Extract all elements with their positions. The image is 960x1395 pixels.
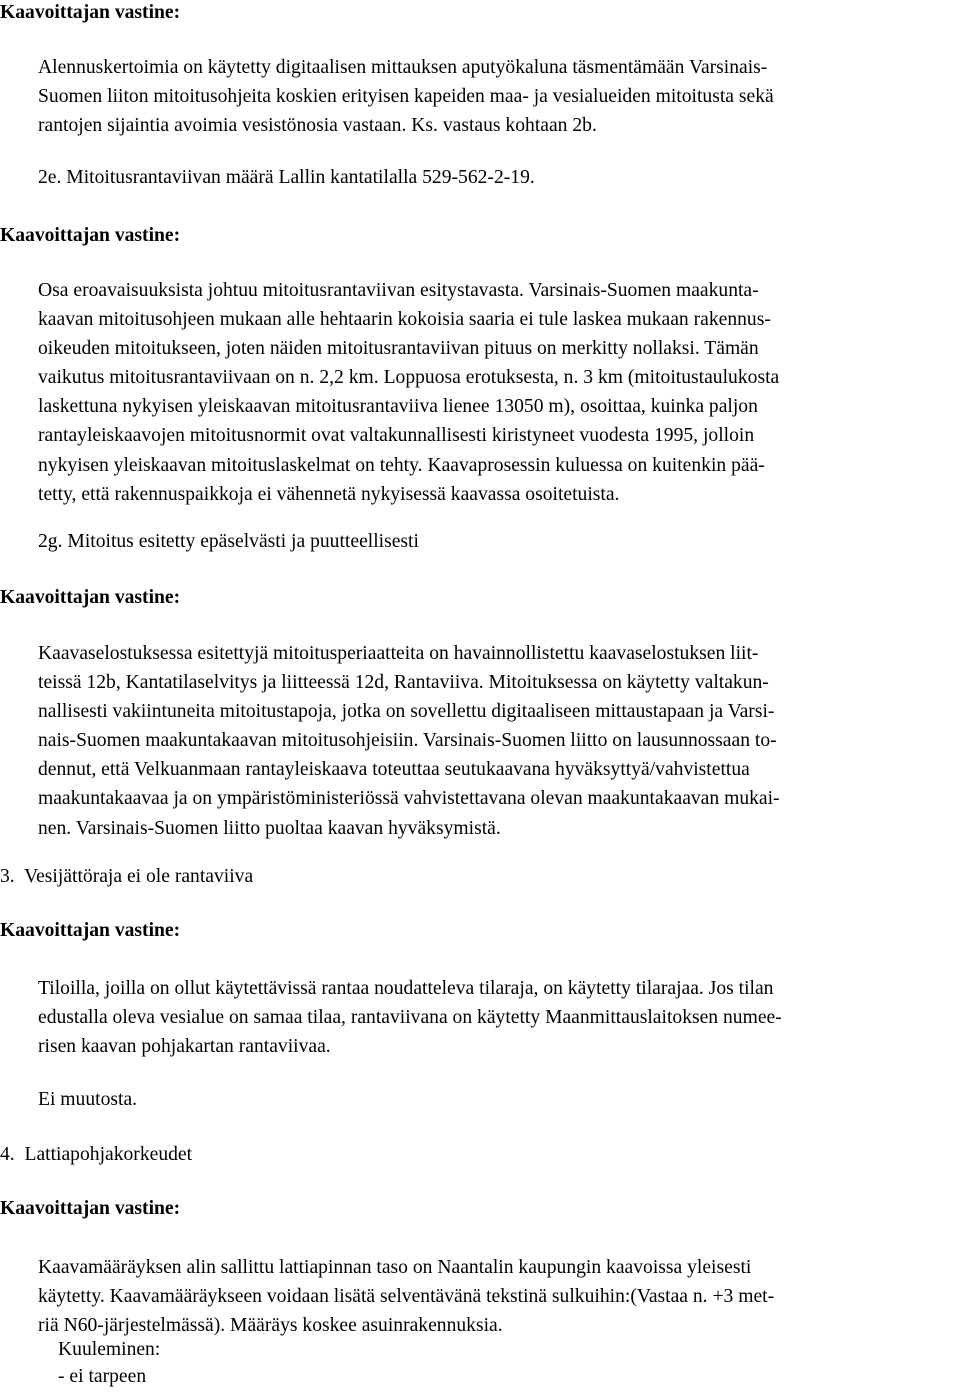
paragraph-5	[38, 1253, 774, 1340]
ei-tarpeen-text: - ei tarpeen	[58, 1366, 147, 1387]
text-line: dennut, että Velkuanmaan rantayleiskaava toteuttaa seutukaavana hyväksyttyä/vahvistettua	[38, 759, 750, 781]
paragraph-1	[38, 53, 774, 140]
text-line: risen kaavan pohjakartan rantaviivaa.	[38, 1036, 331, 1058]
text-line: Alennuskertoimia on käytetty digitaalisen mittauksen aputyökaluna täsmentämään Varsinais-	[38, 57, 768, 78]
heading-vastine-1: Kaavoittajan vastine:	[0, 2, 181, 23]
text-line: tetty, että rakennuspaikkoja ei vähennetä nykyisessä kaavassa osoitetuista.	[38, 483, 620, 505]
kuuleminen-label: Kuuleminen:	[58, 1339, 161, 1360]
text-line: riä N60-järjestelmässä). Määräys koskee asuinrakennuksia.	[38, 1315, 503, 1337]
text-line: nen. Varsinais-Suomen liitto puoltaa kaavan hyväksymistä.	[38, 817, 501, 839]
ei-muutosta-text: Ei muutosta.	[38, 1089, 138, 1110]
text-line: nykyisen yleiskaavan mitoituslaskelmat on tehty. Kaavaprosessin kuluessa on kuitenkin pää-	[38, 454, 765, 476]
text-line: nallisesti vakiintuneita mitoitustapoja, jotka on sovellettu digitaaliseen mittaustapaan ja Varsi-	[38, 701, 775, 723]
text-line: edustalla oleva vesialue on samaa tilaa, rantaviivana on käytetty Maanmittauslaitoksen numee-	[38, 1007, 782, 1029]
text-line: Tiloilla, joilla on ollut käytettävissä rantaa noudatteleva tilaraja, on käytetty tilarajaa. Jos tilan	[38, 978, 774, 999]
text-line: Kaavaselostuksessa esitettyjä mitoitusperiaatteita on havainnollistettu kaavaselostuksen liit-	[38, 643, 759, 664]
text-line: käytetty. Kaavamääräykseen voidaan lisätä selventävänä tekstinä sulkuihin:(Vastaa n. +3 met-	[38, 1286, 775, 1308]
item-4-heading: 4. Lattiapohjakorkeudet	[0, 1144, 193, 1165]
heading-vastine-3: Kaavoittajan vastine:	[0, 587, 181, 608]
text-line: oikeuden mitoitukseen, joten näiden mitoitusrantaviivan pituus on merkitty nollaksi. Tämän	[38, 338, 759, 360]
text-line: rantayleiskaavojen mitoitusnormit ovat valtakunnallisesti kiristyneet vuodesta 1995, jolloin	[38, 425, 755, 447]
text-line: nais-Suomen maakuntakaavan mitoitusohjeisiin. Varsinais-Suomen liitto on lausunnossaan to-	[38, 730, 777, 752]
text-line: teissä 12b, Kantatilaselvitys ja liitteessä 12d, Rantaviiva. Mitoituksessa on käytetty valtakun-	[38, 672, 769, 694]
item-3-heading: 3. Vesijättöraja ei ole rantaviiva	[0, 866, 254, 887]
text-line: Osa eroavaisuuksista johtuu mitoitusrantaviivan esitystavasta. Varsinais-Suomen maakunta-	[38, 280, 759, 301]
item-2g-heading: 2g. Mitoitus esitetty epäselvästi ja puutteellisesti	[38, 531, 419, 552]
text-line: rantojen sijaintia avoimia vesistönosia vastaan. Ks. vastaus kohtaan 2b.	[38, 115, 597, 137]
heading-vastine-4: Kaavoittajan vastine:	[0, 920, 181, 941]
paragraph-4	[38, 974, 782, 1061]
text-line: Suomen liiton mitoitusohjeita koskien erityisen kapeiden maa- ja vesialueiden mitoitusta sekä	[38, 86, 774, 108]
text-line: maakuntakaavaa ja on ympäristöministeriössä vahvistettavana olevan maakuntakaavan mukai-	[38, 788, 780, 810]
heading-vastine-2: Kaavoittajan vastine:	[0, 225, 181, 246]
text-line: kaavan mitoitusohjeen mukaan alle hehtaarin kokoisia saaria ei tule laskea mukaan rakennus-	[38, 309, 771, 331]
item-2e-heading: 2e. Mitoitusrantaviivan määrä Lallin kantatilalla 529-562-2-19.	[38, 167, 535, 188]
heading-vastine-5: Kaavoittajan vastine:	[0, 1198, 181, 1219]
text-line: vaikutus mitoitusrantaviivaan on n. 2,2 km. Loppuosa erotuksesta, n. 3 km (mitoitustaulukosta	[38, 367, 780, 389]
paragraph-3	[38, 639, 780, 843]
text-line: laskettuna nykyisen yleiskaavan mitoitusrantaviiva lienee 13050 m), osoittaa, kuinka paljon	[38, 396, 758, 418]
text-line: Kaavamääräyksen alin sallittu lattiapinnan taso on Naantalin kaupungin kaavoissa yleisesti	[38, 1257, 752, 1278]
paragraph-2	[38, 276, 779, 509]
